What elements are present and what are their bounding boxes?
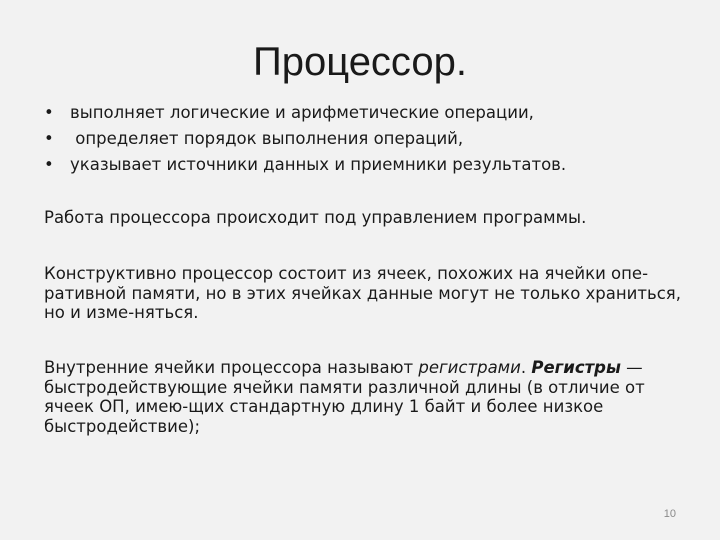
paragraph-registers (44, 358, 684, 436)
bullet-marker: • (44, 129, 54, 148)
registers-term-bold-italic: Регистры (531, 358, 621, 377)
bullet-item (44, 100, 566, 126)
paragraph-registers-separator: . (520, 358, 532, 377)
bullet-text: выполняет логические и арифметические операции, (70, 103, 534, 122)
bullet-text: указывает источники данных и приемники результатов. (70, 155, 567, 174)
bullet-item (44, 126, 566, 152)
bullet-marker: • (44, 103, 54, 122)
slide-title: Процессор. (252, 40, 467, 84)
bullet-marker: • (44, 155, 54, 174)
bullet-list (44, 100, 566, 178)
paragraph-construction: Конструктивно процессор состоит из ячеек, похожих на ячейки опе-ративной памяти, но в этих ячейках данные могут не только храниться, но и изме-няться. (44, 264, 681, 322)
paragraph-program-control: Работа процессора происходит под управлением программы. (44, 208, 587, 227)
page-number: 10 (663, 508, 676, 520)
bullet-item (44, 152, 566, 178)
paragraph-registers-definition: — быстродействующие ячейки памяти различной длины (в отличие от ячеек ОП, имею-щих стандартную длину 1 байт и более низкое быстродействие); (44, 358, 645, 436)
registers-term-bold (531, 358, 621, 377)
paragraph-registers-intro: Внутренние ячейки процессора называют (44, 358, 419, 377)
bullet-text: определяет порядок выполнения операций, (70, 129, 464, 148)
registers-term-italic: регистрами (418, 358, 521, 377)
